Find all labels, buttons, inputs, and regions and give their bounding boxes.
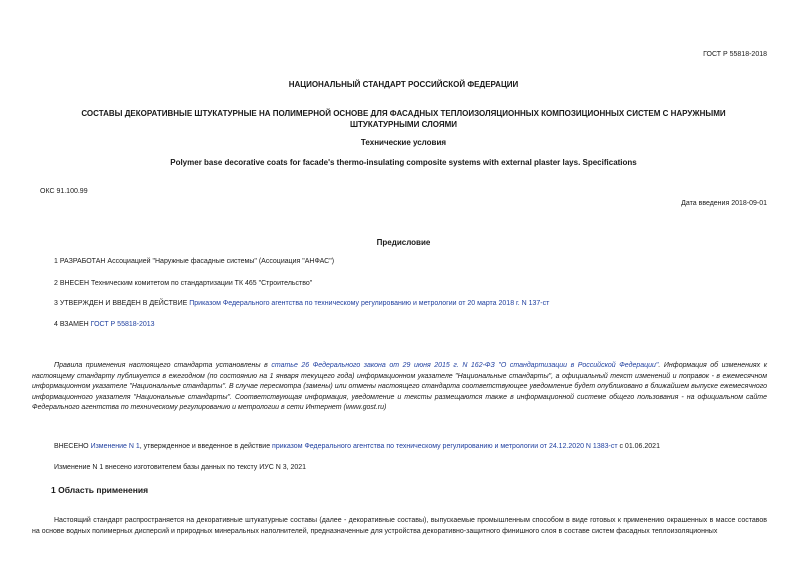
preface-item-2: 2 ВНЕСЕН Техническим комитетом по стандартизации ТК 465 "Строительство" <box>54 280 313 287</box>
document-code: ГОСТ Р 55818-2018 <box>703 51 767 58</box>
oks-code: ОКС 91.100.99 <box>40 188 88 195</box>
rules-text-rest: . Информация об изменениях к настоящему стандарту публикуется в ежегодном (по состоянию на 1 января текущего года) информационном указателе "Национальные стандарты", а официальный текст изменений и поправок - в ежемесячном информационном указателе "Национальные стандарты". В случае пересмотра (замены) или отмены настоящего стандарта соответствующее уведомление будет опубликовано в ближайшем выпуске ежемесячного информационного указателя "Национальные стандарты". Соответствующая информация, уведомление и тексты размещаются также в информационной системе общего пользования - на официальном сайте Федерального агентства по техническому регулированию и метрологии в сети Интернет (www.gost.ru) <box>32 362 768 411</box>
title-line-1: СОСТАВЫ ДЕКОРАТИВНЫЕ ШТУКАТУРНЫЕ НА ПОЛИМЕРНОЙ ОСНОВЕ ДЛЯ ФАСАДНЫХ ТЕПЛОИЗОЛЯЦИОННЫХ КОМПОЗИЦИОННЫХ СИСТЕМ С НАРУЖНЫМИ <box>81 109 726 118</box>
section-1-text: Настоящий стандарт распространяется на декоративные штукатурные составы (далее - декоративные составы), выпускаемые промышленным способом в виде готовых к применению окрашенных в массе составов на основе водных полимерных дисперсий и природных минеральных наполнителей, предназначенные для устройства декоративно-защитного финишного слоя в составе систем фасадных теплоизоляционных <box>32 517 767 535</box>
order-1383-link[interactable]: приказом Федерального агентства по техническому регулированию и метрологии от 24.12.2020 N 1383-ст <box>272 443 618 450</box>
amendment-prefix: ВНЕСЕНО <box>54 443 91 450</box>
federal-law-link[interactable]: статье 26 Федерального закона от 29 июня 2015 г. N 162-ФЗ "О стандартизации в Российской Федерации" <box>271 362 659 369</box>
preface-item-3-text: 3 УТВЕРЖДЕН И ВВЕДЕН В ДЕЙСТВИЕ <box>54 300 190 307</box>
english-title: Polymer base decorative coats for facade's thermo-insulating composite systems with external plaster lays. Specifications <box>170 158 637 167</box>
national-standard-heading: НАЦИОНАЛЬНЫЙ СТАНДАРТ РОССИЙСКОЙ ФЕДЕРАЦИИ <box>288 80 519 89</box>
amendment-suffix: с 01.06.2021 <box>617 443 660 450</box>
rules-paragraph <box>32 361 767 414</box>
preface-item-4-text: 4 ВЗАМЕН <box>54 321 91 328</box>
preface-item-3 <box>54 300 549 307</box>
preface-item-4 <box>54 321 155 328</box>
amendment-1-link[interactable]: Изменение N 1 <box>90 443 140 450</box>
rules-text-start: Правила применения настоящего стандарта установлены в <box>54 362 272 369</box>
document-subtitle: Технические условия <box>360 138 447 147</box>
preface-heading: Предисловие <box>376 238 431 247</box>
section-1-heading: 1 Область применения <box>51 485 149 495</box>
order-137-link[interactable]: Приказом Федерального агентства по техническому регулированию и метрологии от 20 марта 2018 г. N 137-ст <box>189 300 550 307</box>
amendment-middle: , утвержденное и введенное в действие <box>139 443 273 450</box>
preface-item-1: 1 РАЗРАБОТАН Ассоциацией "Наружные фасадные системы" (Ассоциация "АНФАС") <box>54 258 335 265</box>
gost-55818-2013-link[interactable]: ГОСТ Р 55818-2013 <box>90 321 155 328</box>
introduction-date: Дата введения 2018-09-01 <box>681 200 767 207</box>
amendment-note: Изменение N 1 внесено изготовителем базы данных по тексту ИУС N 3, 2021 <box>54 464 307 471</box>
title-line-2: ШТУКАТУРНЫМИ СЛОЯМИ <box>349 120 458 129</box>
amendment-line <box>54 443 660 450</box>
